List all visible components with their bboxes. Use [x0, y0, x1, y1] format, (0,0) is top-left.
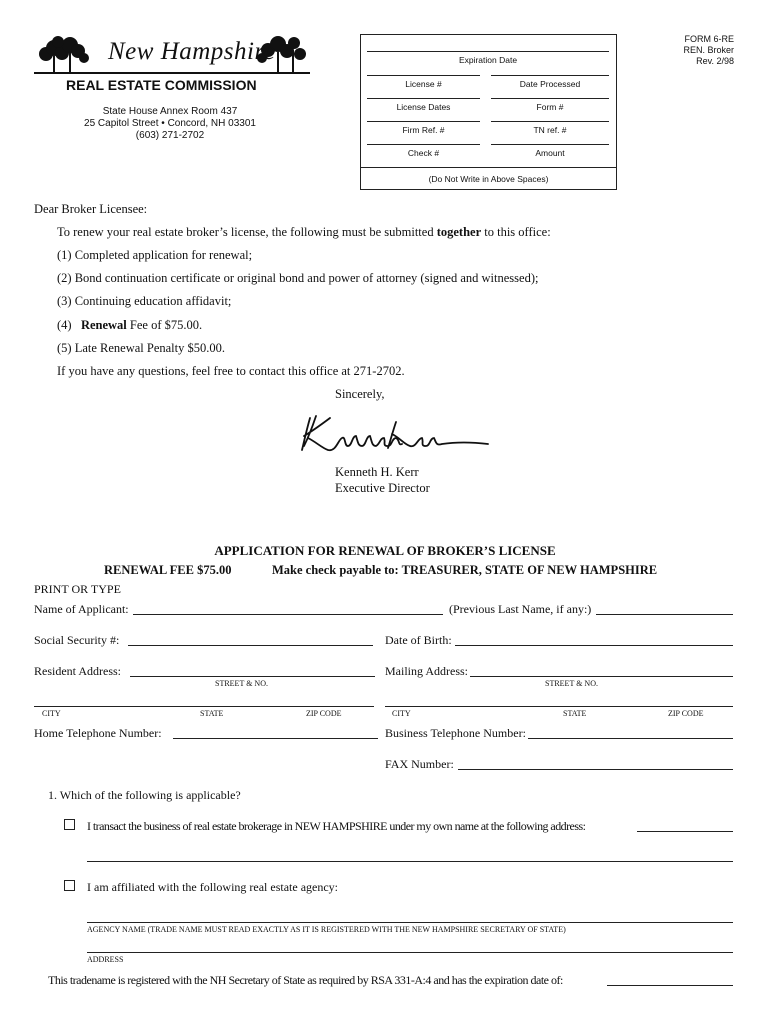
resident-zip-caption: ZIP CODE [306, 709, 342, 718]
do-not-write-note: (Do Not Write in Above Spaces) [428, 174, 549, 184]
option-2-checkbox[interactable] [64, 880, 75, 891]
salutation: Dear Broker Licensee: [34, 202, 148, 216]
form-id [683, 34, 734, 67]
ssn-field[interactable] [128, 645, 373, 646]
question-1: 1. Which of the following is applicable? [48, 788, 241, 802]
address-line-1: State House Annex Room 437 [102, 106, 238, 117]
form-revision: Rev. 2/98 [696, 56, 734, 66]
intro-paragraph [57, 225, 551, 240]
form-number: FORM 6-RE [684, 34, 734, 44]
payable-to: Make check payable to: TREASURER, STATE OF NEW HAMPSHIRE [272, 563, 658, 577]
dob-label: Date of Birth: [385, 633, 452, 647]
phone-number: (603) 271-2702 [135, 130, 205, 141]
option-1-address-field-2[interactable] [87, 861, 733, 862]
mailing-zip-caption: ZIP CODE [668, 709, 704, 718]
resident-city-caption: CITY [42, 709, 61, 718]
mailing-state-caption: STATE [563, 709, 587, 718]
tradename-expiration-field[interactable] [607, 985, 733, 986]
signature [296, 408, 496, 456]
signer-name: Kenneth H. Kerr [335, 465, 419, 479]
address-line-2: 25 Capitol Street • Concord, NH 03301 [84, 118, 256, 129]
mailing-street-field[interactable] [470, 676, 733, 677]
requirement-4-emphasis: Renewal [80, 318, 127, 332]
intro-text-1: To renew your real estate broker’s license, the following must be submitted [57, 225, 437, 239]
mailing-city-caption: CITY [392, 709, 411, 718]
application-title: APPLICATION FOR RENEWAL OF BROKER’S LICENSE [214, 543, 556, 558]
office-use-box [360, 34, 617, 190]
requirement-3: (3) Continuing education affidavit; [57, 294, 232, 308]
mailing-address-label: Mailing Address: [385, 664, 468, 678]
renewal-fee: RENEWAL FEE $75.00 [104, 563, 232, 577]
agency-name-field[interactable] [87, 922, 733, 923]
intro-text-2: to this office: [481, 225, 551, 239]
date-processed-label: Date Processed [519, 79, 581, 89]
signer-title: Executive Director [335, 481, 430, 495]
resident-state-caption: STATE [200, 709, 224, 718]
business-phone-label: Business Telephone Number: [385, 726, 526, 740]
previous-name-field[interactable] [596, 614, 733, 615]
license-dates-label: License Dates [396, 102, 451, 112]
option-1-address-field-1[interactable] [637, 831, 733, 832]
requirement-4 [57, 318, 202, 333]
agency-address-caption: ADDRESS [87, 955, 124, 964]
requirement-1: (1) Completed application for renewal; [57, 248, 253, 262]
business-phone-field[interactable] [528, 738, 733, 739]
requirement-5: (5) Late Renewal Penalty $50.00. [57, 341, 226, 355]
print-or-type: PRINT OR TYPE [34, 582, 121, 596]
amount-label: Amount [535, 148, 565, 158]
requirement-2: (2) Bond continuation certificate or original bond and power of attorney (signed and witnessed); [57, 271, 539, 285]
previous-name-label: (Previous Last Name, if any:) [449, 602, 592, 616]
agency-address-field[interactable] [87, 952, 733, 953]
firm-ref-label: Firm Ref. # [402, 125, 445, 135]
home-phone-label: Home Telephone Number: [34, 726, 162, 740]
tn-ref-label: TN ref. # [533, 125, 567, 135]
logo-text: New Hampshire [108, 38, 276, 65]
option-2-label: I am affiliated with the following real estate agency: [87, 880, 339, 894]
resident-street-field[interactable] [130, 676, 375, 677]
dob-field[interactable] [455, 645, 733, 646]
office-address [54, 106, 286, 142]
resident-city-field[interactable] [34, 706, 374, 707]
option-1-checkbox[interactable] [64, 819, 75, 830]
name-label: Name of Applicant: [34, 602, 129, 616]
fax-label: FAX Number: [385, 757, 454, 771]
requirement-4-number: (4) [57, 318, 81, 332]
mailing-city-field[interactable] [385, 706, 733, 707]
option-1-label: I transact the business of real estate brokerage in NEW HAMPSHIRE under my own name at the following address: [87, 819, 586, 833]
check-number-label: Check # [407, 148, 440, 158]
license-number-label: License # [405, 79, 442, 89]
form-type: REN. Broker [683, 45, 734, 55]
resident-address-label: Resident Address: [34, 664, 121, 678]
questions-text: If you have any questions, feel free to contact this office at 271-2702. [57, 364, 405, 378]
form-number-label: Form # [536, 102, 564, 112]
resident-street-caption: STREET & NO. [215, 679, 268, 688]
mailing-street-caption: STREET & NO. [545, 679, 598, 688]
expiration-date-label: Expiration Date [458, 55, 518, 65]
agency-name-caption: AGENCY NAME (TRADE NAME MUST READ EXACTLY AS IT IS REGISTERED WITH THE NEW HAMPSHIRE SECRETARY OF STATE) [87, 925, 566, 934]
name-field[interactable] [133, 614, 443, 615]
ssn-label: Social Security #: [34, 633, 120, 647]
requirement-4-text: Fee of $75.00. [126, 318, 203, 332]
fax-field[interactable] [458, 769, 733, 770]
home-phone-field[interactable] [173, 738, 378, 739]
tradename-statement: This tradename is registered with the NH Secretary of State as required by RSA 331-A:4 and has the expiration date of: [48, 973, 563, 987]
intro-emphasis: together [436, 225, 482, 239]
commission-title: REAL ESTATE COMMISSION [66, 77, 257, 93]
closing: Sincerely, [335, 387, 385, 401]
